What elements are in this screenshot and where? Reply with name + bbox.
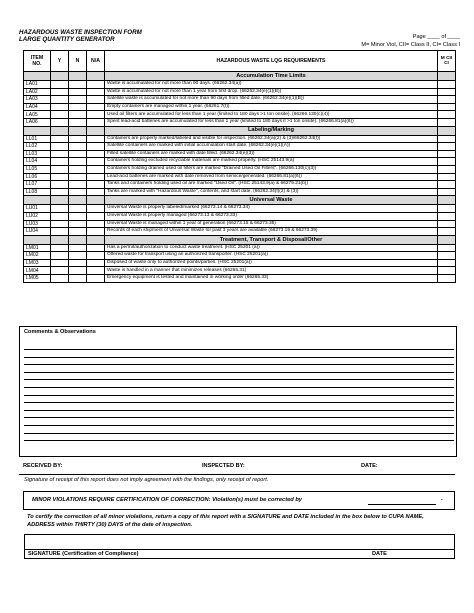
no-checkbox-cell[interactable] <box>69 259 87 267</box>
section-spacer-cell <box>438 235 456 244</box>
col-no-header: N <box>69 51 87 72</box>
item-code: LA06 <box>24 118 51 126</box>
section-spacer-cell <box>51 72 69 81</box>
yes-checkbox-cell[interactable] <box>51 212 69 220</box>
na-checkbox-cell[interactable] <box>87 259 105 267</box>
requirement-text: Satellite containers are marked with initial accumulation start date. (66262.34(e)(1)(A)) <box>105 143 438 151</box>
violation-class-cell[interactable] <box>438 135 456 143</box>
table-row <box>24 150 456 158</box>
section-spacer-cell <box>24 126 51 135</box>
yes-checkbox-cell[interactable] <box>51 228 69 236</box>
na-checkbox-cell[interactable] <box>87 81 105 89</box>
signature-bar <box>24 549 454 558</box>
yes-checkbox-cell[interactable] <box>51 275 69 283</box>
na-checkbox-cell[interactable] <box>87 252 105 260</box>
yes-checkbox-cell[interactable] <box>51 118 69 126</box>
item-code: LA02 <box>24 88 51 96</box>
table-row <box>24 212 456 220</box>
section-spacer-cell <box>69 126 87 135</box>
violation-class-cell[interactable] <box>438 165 456 173</box>
violation-class-cell[interactable] <box>438 103 456 111</box>
violation-class-cell[interactable] <box>438 96 456 104</box>
yes-checkbox-cell[interactable] <box>51 165 69 173</box>
yes-checkbox-cell[interactable] <box>51 259 69 267</box>
section-spacer-cell <box>24 235 51 244</box>
table-row <box>24 173 456 181</box>
comment-line <box>24 402 454 403</box>
section-title: Treatment, Transport & Disposal/Other <box>105 235 438 244</box>
col-requirements-header: HAZARDOUS WASTE LQG REQUIREMENTS <box>105 51 438 72</box>
table-row <box>24 259 456 267</box>
na-checkbox-cell[interactable] <box>87 220 105 228</box>
na-checkbox-cell[interactable] <box>87 158 105 166</box>
section-title: Universal Waste <box>105 196 438 205</box>
comment-line <box>24 372 454 373</box>
violation-class-cell[interactable] <box>438 275 456 283</box>
violation-class-cell[interactable] <box>438 143 456 151</box>
section-spacer-cell <box>87 72 105 81</box>
table-row <box>24 188 456 196</box>
section-row <box>24 196 456 205</box>
no-checkbox-cell[interactable] <box>69 158 87 166</box>
no-checkbox-cell[interactable] <box>69 228 87 236</box>
signature-label: SIGNATURE (Certification of Compliance) <box>28 551 139 557</box>
table-row <box>24 118 456 126</box>
section-title: Accumulation Time Limits <box>105 72 438 81</box>
na-checkbox-cell[interactable] <box>87 135 105 143</box>
section-spacer-cell <box>51 196 69 205</box>
received-by-label: RECEIVED BY: <box>23 463 63 469</box>
yes-checkbox-cell[interactable] <box>51 173 69 181</box>
item-code: LL05 <box>24 165 51 173</box>
violation-class-cell[interactable] <box>438 181 456 189</box>
requirement-text: Used oil filters are accumulated for less than 1 year (limited to 180 days >1 ton onsite). (66266.130(c)(4)) <box>105 111 438 119</box>
yes-checkbox-cell[interactable] <box>51 96 69 104</box>
section-spacer-cell <box>69 196 87 205</box>
comment-line <box>24 364 454 365</box>
no-checkbox-cell[interactable] <box>69 143 87 151</box>
section-spacer-cell <box>87 126 105 135</box>
certification-instructions: To certify the correction of all minor violations, return a copy of this report with a SIGNATURE and DATE included in the box below to CUPA NAME, ADDRESS within THIRTY (30) DAYS of the date of inspection. <box>27 514 424 528</box>
yes-checkbox-cell[interactable] <box>51 143 69 151</box>
requirement-text: Has a permit/authorization to conduct waste treatment. (HSC 25201 (a)) <box>105 244 438 252</box>
table-row <box>24 158 456 166</box>
no-checkbox-cell[interactable] <box>69 244 87 252</box>
section-spacer-cell <box>24 72 51 81</box>
inspected-by-field[interactable] <box>240 460 335 473</box>
requirement-text: Filled satellite containers are marked with date filled. (66262.34(e)(3)) <box>105 150 438 158</box>
no-checkbox-cell[interactable] <box>69 88 87 96</box>
requirement-text: Tanks and containers holding used oil are marked "Used Oil". (HSC 25143.9(a) & 66279.21(b)) <box>105 181 438 189</box>
table-row <box>24 244 456 252</box>
requirement-text: Waste is accumulated for not more than 90 days. (66262.34(a)) <box>105 81 438 89</box>
section-spacer-cell <box>24 196 51 205</box>
na-checkbox-cell[interactable] <box>87 228 105 236</box>
yes-checkbox-cell[interactable] <box>51 220 69 228</box>
table-row <box>24 252 456 260</box>
item-code: LL03 <box>24 150 51 158</box>
violation-class-cell[interactable] <box>438 173 456 181</box>
item-code: LA01 <box>24 81 51 89</box>
inspected-by-label: INSPECTED BY: <box>202 463 245 469</box>
no-checkbox-cell[interactable] <box>69 103 87 111</box>
table-row <box>24 181 456 189</box>
date-field[interactable] <box>385 460 453 473</box>
requirement-text: Tanks are marked with "Hazardous Waste", contents, and start date. (66262.34(f)(2) & (3)) <box>105 188 438 196</box>
section-row <box>24 126 456 135</box>
yes-checkbox-cell[interactable] <box>51 188 69 196</box>
col-yes-header: Y <box>51 51 69 72</box>
requirement-text: Emergency equipment is tested and maintained in working order (66265.33) <box>105 275 438 283</box>
no-checkbox-cell[interactable] <box>69 252 87 260</box>
comment-line <box>24 440 454 441</box>
section-spacer-cell <box>51 235 69 244</box>
table-row <box>24 88 456 96</box>
no-checkbox-cell[interactable] <box>69 96 87 104</box>
item-code: LL07 <box>24 181 51 189</box>
section-row <box>24 72 456 81</box>
na-checkbox-cell[interactable] <box>87 111 105 119</box>
violation-class-cell[interactable] <box>438 118 456 126</box>
violation-class-cell[interactable] <box>438 267 456 275</box>
yes-checkbox-cell[interactable] <box>51 88 69 96</box>
yes-checkbox-cell[interactable] <box>51 252 69 260</box>
comments-label: Comments & Observations <box>24 329 96 335</box>
receipt-disclaimer: Signature of receipt of this report does not imply agreement with the findings, only receipt of report. <box>24 477 269 483</box>
requirement-text: Disposed of waste only to authorized points/parties. (HSC 25201(a)) <box>105 259 438 267</box>
comment-line <box>24 349 454 350</box>
yes-checkbox-cell[interactable] <box>51 267 69 275</box>
na-checkbox-cell[interactable] <box>87 188 105 196</box>
violation-class-cell[interactable] <box>438 212 456 220</box>
no-checkbox-cell[interactable] <box>69 150 87 158</box>
section-spacer-cell <box>51 126 69 135</box>
comment-line <box>24 417 454 418</box>
date-label: DATE: <box>361 463 378 469</box>
no-checkbox-cell[interactable] <box>69 205 87 213</box>
item-code: LU04 <box>24 228 51 236</box>
item-code: LL01 <box>24 135 51 143</box>
no-checkbox-cell[interactable] <box>69 220 87 228</box>
table-row <box>24 96 456 104</box>
comments-box[interactable] <box>19 326 457 457</box>
form-title-line2: LARGE QUANTITY GENERATOR <box>19 36 115 43</box>
requirement-text: Universal Waste is managed within 1 year of generation (66273.15 & 66273.35) <box>105 220 438 228</box>
section-spacer-cell <box>87 235 105 244</box>
table-row <box>24 228 456 236</box>
violation-class-cell[interactable] <box>438 158 456 166</box>
violation-class-cell[interactable] <box>438 111 456 119</box>
item-code: LM01 <box>24 244 51 252</box>
section-row <box>24 235 456 244</box>
table-row <box>24 267 456 275</box>
section-spacer-cell <box>438 196 456 205</box>
comment-line <box>24 395 454 396</box>
violation-class-cell[interactable] <box>438 88 456 96</box>
page-info <box>361 33 460 49</box>
table-row <box>24 81 456 89</box>
na-checkbox-cell[interactable] <box>87 165 105 173</box>
yes-checkbox-cell[interactable] <box>51 181 69 189</box>
requirement-text: Empty containers are managed within 1 year. (66261.7(f)) <box>105 103 438 111</box>
table-header-row <box>24 51 456 72</box>
requirement-text: Waste is handled in a manner that minimizes releases (66265.31) <box>105 267 438 275</box>
na-checkbox-cell[interactable] <box>87 267 105 275</box>
item-code: LL06 <box>24 173 51 181</box>
no-checkbox-cell[interactable] <box>69 188 87 196</box>
table-row <box>24 165 456 173</box>
no-checkbox-cell[interactable] <box>69 173 87 181</box>
yes-checkbox-cell[interactable] <box>51 244 69 252</box>
na-checkbox-cell[interactable] <box>87 205 105 213</box>
minor-violations-period: . <box>441 496 443 502</box>
yes-checkbox-cell[interactable] <box>51 135 69 143</box>
item-code: LU01 <box>24 205 51 213</box>
no-checkbox-cell[interactable] <box>69 181 87 189</box>
no-checkbox-cell[interactable] <box>69 81 87 89</box>
no-checkbox-cell[interactable] <box>69 212 87 220</box>
violation-class-cell[interactable] <box>438 220 456 228</box>
comment-line <box>24 410 454 411</box>
comment-line <box>24 433 454 434</box>
section-spacer-cell <box>69 235 87 244</box>
comment-line <box>24 357 454 358</box>
na-checkbox-cell[interactable] <box>87 212 105 220</box>
correction-date-field[interactable] <box>368 496 436 505</box>
table-row <box>24 275 456 283</box>
na-checkbox-cell[interactable] <box>87 143 105 151</box>
violation-class-cell[interactable] <box>438 150 456 158</box>
minor-violations-box <box>23 491 455 510</box>
comment-line <box>24 425 454 426</box>
section-spacer-cell <box>438 126 456 135</box>
na-checkbox-cell[interactable] <box>87 103 105 111</box>
item-code: LL02 <box>24 143 51 151</box>
requirement-text: Containers holding excluded recyclable materials are marked properly. (HSC 25143.9(a) <box>105 158 438 166</box>
item-code: LA05 <box>24 111 51 119</box>
col-na-header: N/A <box>87 51 105 72</box>
page-number: Page ____ of ____ <box>412 34 460 40</box>
section-spacer-cell <box>69 72 87 81</box>
violation-legend: M= Minor Viol, CII= Class II, CI= Class I <box>361 42 460 48</box>
no-checkbox-cell[interactable] <box>69 135 87 143</box>
section-spacer-cell <box>87 196 105 205</box>
no-checkbox-cell[interactable] <box>69 165 87 173</box>
table-row <box>24 143 456 151</box>
no-checkbox-cell[interactable] <box>69 111 87 119</box>
violation-class-cell[interactable] <box>438 228 456 236</box>
yes-checkbox-cell[interactable] <box>51 158 69 166</box>
violation-class-cell[interactable] <box>438 188 456 196</box>
yes-checkbox-cell[interactable] <box>51 150 69 158</box>
requirement-text: Containers are properly marked/labeled and visible for inspection. (66262.34(a)(2) & (3)/66262.34(f)) <box>105 135 438 143</box>
yes-checkbox-cell[interactable] <box>51 81 69 89</box>
item-code: LM04 <box>24 267 51 275</box>
requirement-text: Records of each shipment of Universal Waste for past 3 years are available (66273.19 & 66273.39) <box>105 228 438 236</box>
no-checkbox-cell[interactable] <box>69 267 87 275</box>
violation-class-cell[interactable] <box>438 81 456 89</box>
na-checkbox-cell[interactable] <box>87 275 105 283</box>
col-class-header: M CII CI <box>438 51 456 72</box>
item-code: LA04 <box>24 103 51 111</box>
received-by-field[interactable] <box>76 460 176 473</box>
form-title <box>19 29 142 43</box>
yes-checkbox-cell[interactable] <box>51 103 69 111</box>
requirement-text: Spent lead-acid batteries are accumulated for less than 1 year (limited to 180 days if >1 ton onsite). (66266.81(a)(6)) <box>105 118 438 126</box>
signature-date-label: DATE <box>372 551 387 557</box>
na-checkbox-cell[interactable] <box>87 181 105 189</box>
minor-violations-notice: MINOR VIOLATIONS REQUIRE CERTIFICATION OF CORRECTION: Violation(s) must be corrected by <box>32 497 302 503</box>
requirement-text: Satellite waste is accumulated for not more than 90 days from filled date. (66262.34(e)(1)(B)) <box>105 96 438 104</box>
form-title-line1: HAZARDOUS WASTE INSPECTION FORM <box>19 29 142 36</box>
requirement-text: Universal Waste is properly labeled/marked (66273.14 & 66273.34) <box>105 205 438 213</box>
section-title: Labeling/Marking <box>105 126 438 135</box>
comment-line <box>24 387 454 388</box>
requirements-body <box>24 72 456 283</box>
item-code: LU02 <box>24 212 51 220</box>
item-code: LU03 <box>24 220 51 228</box>
na-checkbox-cell[interactable] <box>87 96 105 104</box>
col-item-header: ITEM NO. <box>24 51 51 72</box>
item-code: LM02 <box>24 252 51 260</box>
item-code: LL08 <box>24 188 51 196</box>
table-row <box>24 205 456 213</box>
violation-class-cell[interactable] <box>438 205 456 213</box>
na-checkbox-cell[interactable] <box>87 88 105 96</box>
item-code: LA03 <box>24 96 51 104</box>
item-code: LM03 <box>24 259 51 267</box>
na-checkbox-cell[interactable] <box>87 150 105 158</box>
requirement-text: Containers holding drained used oil filters are marked "Drained Used Oil Filters". (66266.130(c)(3)) <box>105 165 438 173</box>
violation-class-cell[interactable] <box>438 252 456 260</box>
table-row <box>24 220 456 228</box>
requirements-table <box>23 50 456 283</box>
yes-checkbox-cell[interactable] <box>51 111 69 119</box>
requirement-text: Offered waste for transport using an authorized transporter. (HSC 25201(a)) <box>105 252 438 260</box>
na-checkbox-cell[interactable] <box>87 118 105 126</box>
item-code: LL04 <box>24 158 51 166</box>
violation-class-cell[interactable] <box>438 259 456 267</box>
requirement-text: Waste is accumulated for not more than 1 year from first drop. (66262.34(e)(1)(B)) <box>105 88 438 96</box>
na-checkbox-cell[interactable] <box>87 173 105 181</box>
comment-line <box>24 379 454 380</box>
item-code: LM05 <box>24 275 51 283</box>
no-checkbox-cell[interactable] <box>69 118 87 126</box>
table-row <box>24 135 456 143</box>
requirement-text: Universal Waste is properly managed (66273.13 & 66273.33) <box>105 212 438 220</box>
table-row <box>24 103 456 111</box>
no-checkbox-cell[interactable] <box>69 275 87 283</box>
section-spacer-cell <box>438 72 456 81</box>
yes-checkbox-cell[interactable] <box>51 205 69 213</box>
table-row <box>24 111 456 119</box>
na-checkbox-cell[interactable] <box>87 244 105 252</box>
violation-class-cell[interactable] <box>438 244 456 252</box>
requirement-text: Lead-acid batteries are marked with date removed from service/generated. (66266.81(a)(6)) <box>105 173 438 181</box>
